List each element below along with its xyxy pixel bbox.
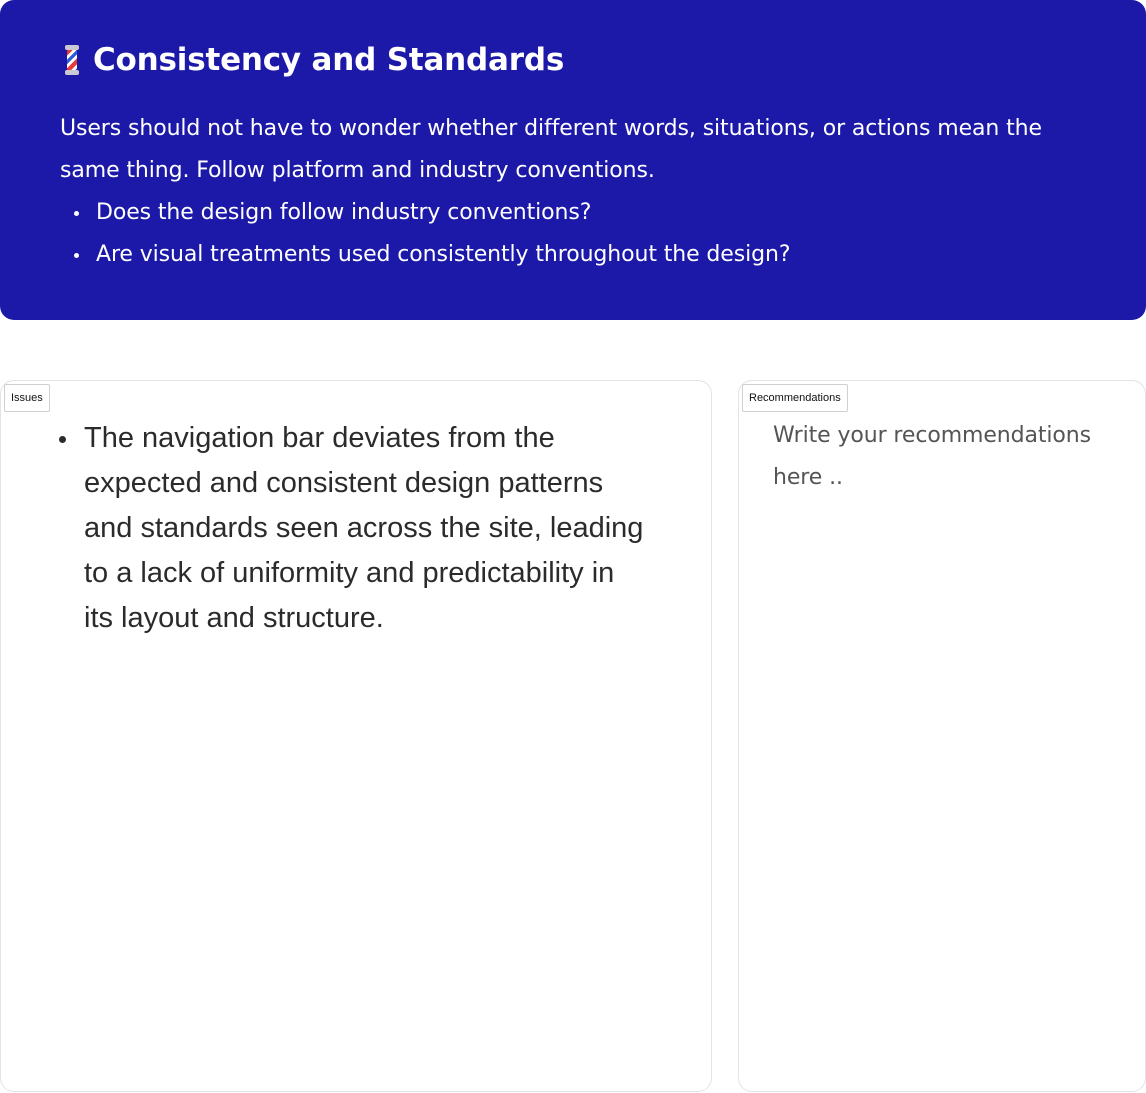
heuristic-question — [60, 192, 790, 234]
issues-list[interactable] — [54, 416, 644, 641]
heuristic-question-text: Are visual treatments used consistently throughout the design? — [96, 242, 791, 267]
issue-item[interactable] — [54, 416, 644, 641]
heuristic-questions — [60, 192, 790, 276]
recommendations-placeholder[interactable]: Write your recommendations here .. — [773, 423, 1091, 490]
heuristic-title — [60, 42, 564, 78]
bullet-icon — [74, 211, 79, 216]
heuristic-question-text: Does the design follow industry conventions? — [96, 200, 592, 225]
recommendations-label: Recommendations — [742, 384, 848, 412]
bullet-icon — [59, 436, 66, 443]
heuristic-banner — [0, 0, 1146, 320]
issue-item-text: The navigation bar deviates from the expected and consistent design patterns and standards seen across the site, leading to a lack of uniformity and predictability in its layout and structure. — [84, 422, 644, 634]
issues-label: Issues — [4, 384, 50, 412]
heuristic-description: Users should not have to wonder whether different words, situations, or actions mean the same thing. Follow platform and industry conventions. — [60, 116, 1042, 183]
heuristic-question — [60, 234, 790, 276]
heuristic-title-text: Consistency and Standards — [93, 42, 565, 78]
barber-pole-icon — [65, 45, 79, 75]
bullet-icon — [74, 253, 79, 258]
